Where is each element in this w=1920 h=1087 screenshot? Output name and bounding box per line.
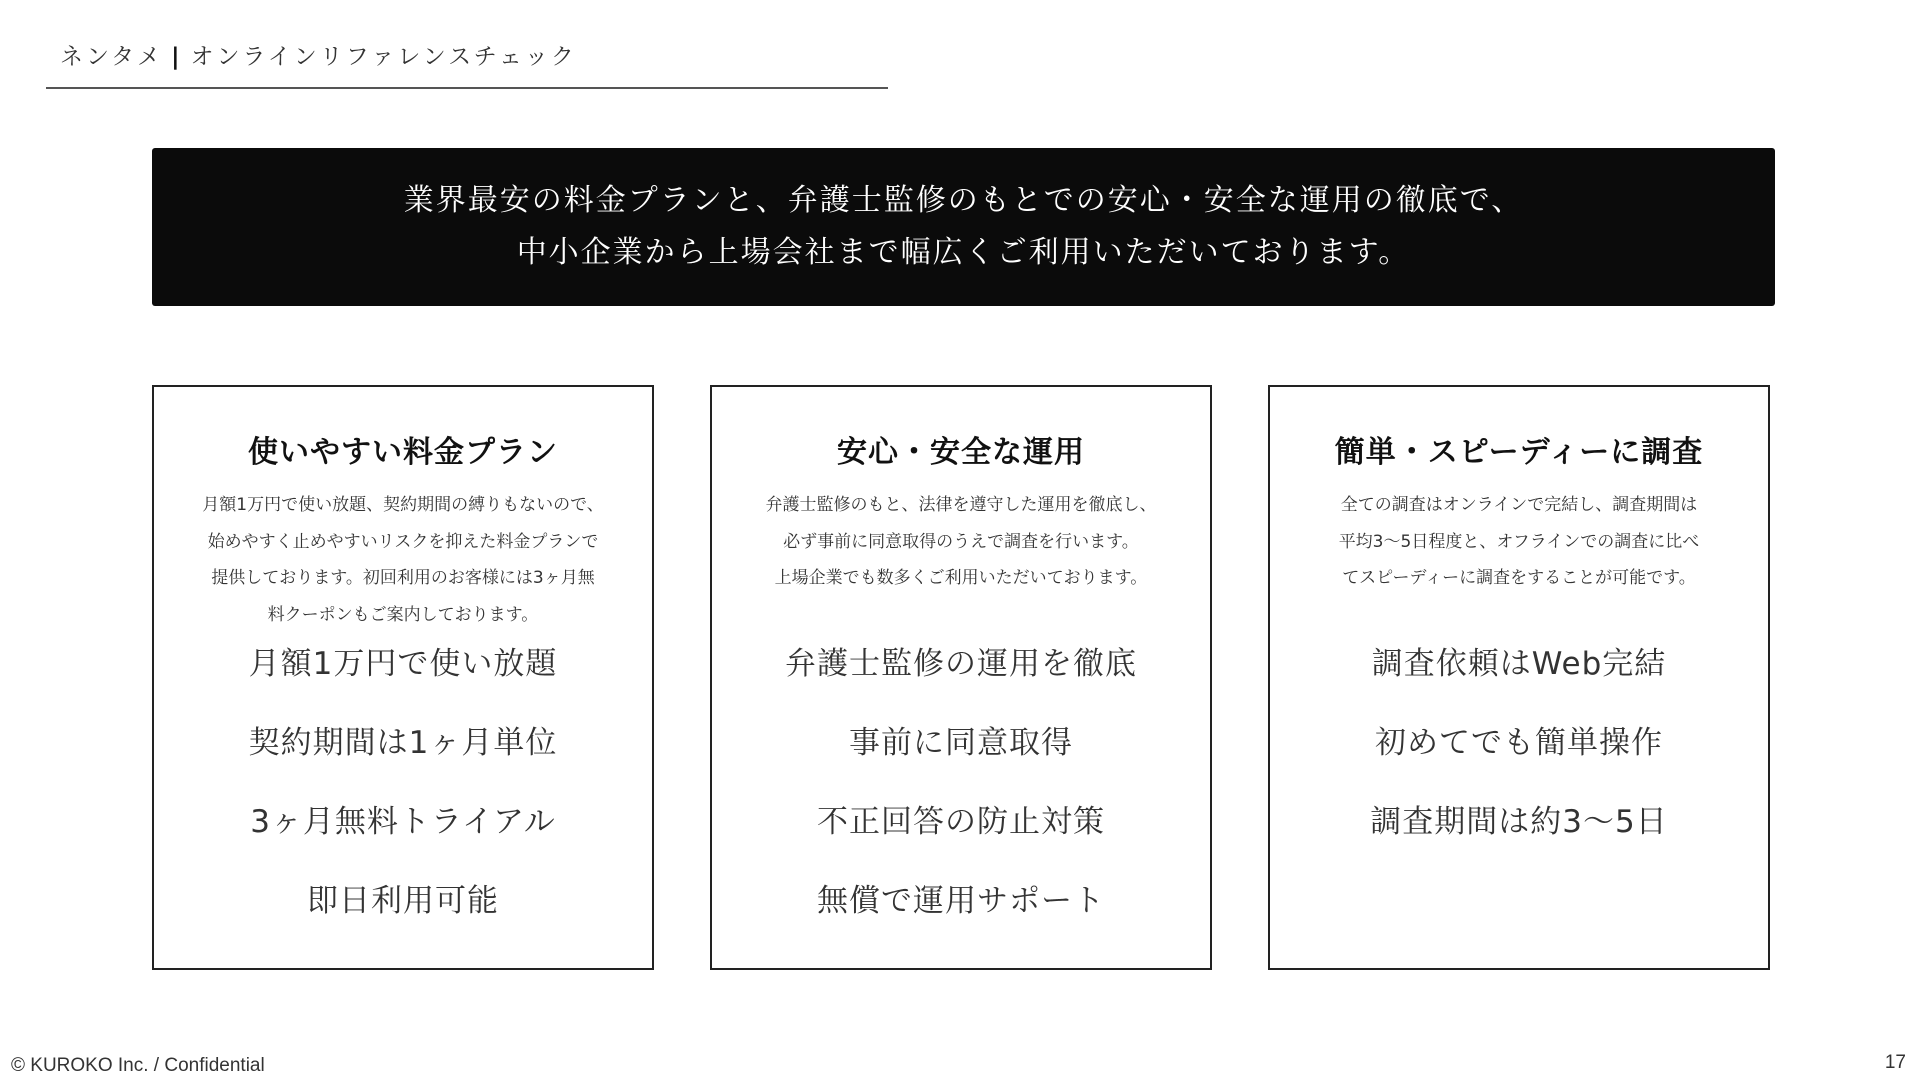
card-description-line: 全ての調査はオンラインで完結し、調査期間は: [1340, 495, 1698, 515]
card-description-line: 必ず事前に同意取得のうえで調査を行います。: [783, 531, 1139, 552]
copyright-footer: © KUROKO Inc. / Confidential: [11, 1055, 265, 1076]
feature-list: [712, 646, 1210, 919]
feature-list: [154, 646, 652, 919]
card-description-line: 弁護士監修のもと、法律を遵守した運用を徹底し、: [765, 495, 1157, 515]
feature-item: 契約期間は1ヶ月単位: [248, 725, 558, 761]
card-description-line: 平均3〜5日程度と、オフラインでの調査に比べ: [1338, 531, 1700, 552]
feature-item: 初めてでも簡単操作: [1375, 725, 1663, 761]
feature-card-speed: [1268, 385, 1770, 970]
header-divider: [46, 87, 888, 89]
card-description-line: 上場企業でも数多くご利用いただいております。: [774, 568, 1148, 588]
feature-card-safety: [710, 385, 1212, 970]
banner-line-1: 業界最安の料金プランと、弁護士監修のもとでの安心・安全な運用の徹底で、: [403, 183, 1524, 218]
feature-item: 弁護士監修の運用を徹底: [785, 646, 1137, 682]
card-description: [1284, 487, 1754, 597]
feature-item: 月額1万円で使い放題: [248, 646, 558, 682]
card-description-line: 提供しております。初回利用のお客様には3ヶ月無: [211, 568, 595, 588]
feature-item: 事前に同意取得: [849, 725, 1073, 761]
card-description-line: 料クーポンもご案内しております。: [267, 604, 539, 625]
headline-banner: [152, 148, 1775, 306]
feature-card-pricing: [152, 385, 654, 970]
card-description-line: 月額1万円で使い放題、契約期間の縛りもないので、: [202, 495, 604, 515]
card-description: [726, 487, 1196, 597]
header-brand: ネンタメ: [60, 44, 164, 70]
card-description-line: てスピーディーに調査をすることが可能です。: [1342, 568, 1696, 588]
banner-line-2: 中小企業から上場会社まで幅広くご利用いただいております。: [516, 235, 1411, 270]
card-description: [168, 487, 638, 633]
page-number: 17: [1884, 1052, 1906, 1073]
header-separator: |: [171, 44, 183, 70]
feature-item: 調査依頼はWeb完結: [1371, 646, 1667, 682]
feature-item: 即日利用可能: [307, 883, 499, 919]
page-header: [60, 38, 577, 71]
feature-item: 不正回答の防止対策: [817, 804, 1105, 840]
card-title: 使いやすい料金プラン: [248, 435, 558, 470]
card-title: 簡単・スピーディーに調査: [1334, 435, 1704, 470]
card-description-line: 始めやすく止めやすいリスクを抑えた料金プランで: [207, 531, 599, 552]
header-subtitle: オンラインリファレンスチェック: [190, 44, 577, 70]
feature-item: 3ヶ月無料トライアル: [250, 804, 556, 840]
feature-list: [1270, 646, 1768, 840]
feature-item: 調査期間は約3〜5日: [1370, 804, 1668, 840]
card-title: 安心・安全な運用: [837, 435, 1085, 470]
feature-item: 無償で運用サポート: [817, 883, 1105, 919]
